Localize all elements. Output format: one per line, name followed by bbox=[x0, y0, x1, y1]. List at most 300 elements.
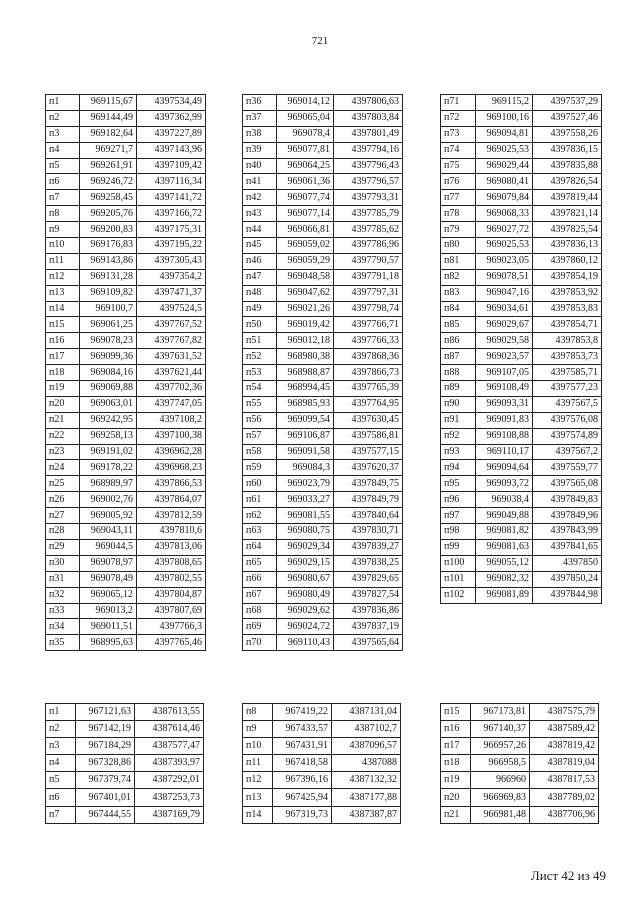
x-coordinate-cell: 969271,7 bbox=[80, 142, 137, 158]
x-coordinate-cell: 969029,67 bbox=[476, 317, 533, 333]
table-row bbox=[243, 603, 403, 619]
table-row bbox=[243, 381, 403, 397]
x-coordinate-cell: 969043,11 bbox=[80, 524, 137, 540]
table-row bbox=[46, 772, 204, 789]
x-coordinate-cell: 967379,74 bbox=[76, 772, 135, 789]
point-id-cell: п5 bbox=[46, 772, 76, 789]
x-coordinate-cell: 969021,26 bbox=[277, 301, 334, 317]
table-row bbox=[243, 508, 403, 524]
coordinates-table-1 bbox=[45, 94, 206, 651]
point-id-cell: п95 bbox=[441, 476, 476, 492]
table-row bbox=[46, 381, 206, 397]
table-row bbox=[46, 806, 204, 823]
table-row bbox=[243, 317, 403, 333]
point-id-cell: п23 bbox=[46, 444, 80, 460]
point-id-cell: п65 bbox=[243, 555, 277, 571]
y-coordinate-cell: 4396962,28 bbox=[137, 444, 206, 460]
point-id-cell: п70 bbox=[243, 635, 277, 651]
point-id-cell: п39 bbox=[243, 142, 277, 158]
table-row bbox=[441, 555, 602, 571]
y-coordinate-cell: 4397166,72 bbox=[137, 206, 206, 222]
point-id-cell: п2 bbox=[46, 110, 80, 126]
table-row bbox=[441, 587, 602, 603]
table-row bbox=[441, 365, 602, 381]
table-row bbox=[243, 444, 403, 460]
y-coordinate-cell: 4397840,64 bbox=[334, 508, 403, 524]
table-row bbox=[441, 428, 602, 444]
point-id-cell: п30 bbox=[46, 555, 80, 571]
x-coordinate-cell: 969078,97 bbox=[80, 555, 137, 571]
point-id-cell: п15 bbox=[441, 704, 471, 721]
x-coordinate-cell: 969258,45 bbox=[80, 190, 137, 206]
point-id-cell: п93 bbox=[441, 444, 476, 460]
point-id-cell: п63 bbox=[243, 524, 277, 540]
y-coordinate-cell: 4397812,59 bbox=[137, 508, 206, 524]
y-coordinate-cell: 4397567,5 bbox=[533, 396, 602, 412]
point-id-cell: п21 bbox=[441, 806, 471, 823]
table-row bbox=[243, 396, 403, 412]
x-coordinate-cell: 967418,58 bbox=[273, 755, 332, 772]
x-coordinate-cell: 969025,53 bbox=[476, 238, 533, 254]
x-coordinate-cell: 969242,95 bbox=[80, 412, 137, 428]
point-id-cell: п69 bbox=[243, 619, 277, 635]
x-coordinate-cell: 969091,83 bbox=[476, 412, 533, 428]
table-row bbox=[46, 571, 206, 587]
x-coordinate-cell: 969059,02 bbox=[277, 238, 334, 254]
point-id-cell: п59 bbox=[243, 460, 277, 476]
table-row bbox=[441, 142, 602, 158]
y-coordinate-cell: 4397850,24 bbox=[533, 571, 602, 587]
table-row bbox=[441, 269, 602, 285]
point-id-cell: п74 bbox=[441, 142, 476, 158]
point-id-cell: п53 bbox=[243, 365, 277, 381]
y-coordinate-cell: 4397559,77 bbox=[533, 460, 602, 476]
y-coordinate-cell: 4397826,54 bbox=[533, 174, 602, 190]
y-coordinate-cell: 4397791,18 bbox=[334, 269, 403, 285]
x-coordinate-cell: 967140,37 bbox=[471, 721, 530, 738]
x-coordinate-cell: 969069,88 bbox=[80, 381, 137, 397]
y-coordinate-cell: 4397836,86 bbox=[334, 603, 403, 619]
table-row bbox=[46, 301, 206, 317]
x-coordinate-cell: 969080,41 bbox=[476, 174, 533, 190]
point-id-cell: п98 bbox=[441, 524, 476, 540]
x-coordinate-cell: 969065,04 bbox=[277, 110, 334, 126]
x-coordinate-cell: 969084,16 bbox=[80, 365, 137, 381]
y-coordinate-cell: 4397141,72 bbox=[137, 190, 206, 206]
y-coordinate-cell: 4397362,99 bbox=[137, 110, 206, 126]
table-row bbox=[243, 110, 403, 126]
point-id-cell: п16 bbox=[441, 721, 471, 738]
x-coordinate-cell: 966969,83 bbox=[471, 789, 530, 806]
x-coordinate-cell: 966981,48 bbox=[471, 806, 530, 823]
x-coordinate-cell: 969059,29 bbox=[277, 253, 334, 269]
table-row bbox=[243, 571, 403, 587]
table-row bbox=[46, 158, 206, 174]
point-id-cell: п44 bbox=[243, 222, 277, 238]
x-coordinate-cell: 969110,17 bbox=[476, 444, 533, 460]
x-coordinate-cell: 967425,94 bbox=[273, 789, 332, 806]
point-id-cell: п21 bbox=[46, 412, 80, 428]
x-coordinate-cell: 968985,93 bbox=[277, 396, 334, 412]
x-coordinate-cell: 969023,57 bbox=[476, 349, 533, 365]
point-id-cell: п25 bbox=[46, 476, 80, 492]
table-row bbox=[441, 396, 602, 412]
table-row bbox=[243, 619, 403, 635]
y-coordinate-cell: 4397853,73 bbox=[533, 349, 602, 365]
y-coordinate-cell: 4387088 bbox=[332, 755, 401, 772]
y-coordinate-cell: 4397853,92 bbox=[533, 285, 602, 301]
table-row bbox=[46, 492, 206, 508]
table-row bbox=[243, 738, 401, 755]
point-id-cell: п7 bbox=[46, 806, 76, 823]
y-coordinate-cell: 4397837,19 bbox=[334, 619, 403, 635]
x-coordinate-cell: 969038,4 bbox=[476, 492, 533, 508]
y-coordinate-cell: 4397806,63 bbox=[334, 95, 403, 111]
table-row bbox=[243, 635, 403, 651]
point-id-cell: п15 bbox=[46, 317, 80, 333]
y-coordinate-cell: 4397767,52 bbox=[137, 317, 206, 333]
y-coordinate-cell: 4397860,12 bbox=[533, 253, 602, 269]
table-row bbox=[243, 190, 403, 206]
point-id-cell: п4 bbox=[46, 755, 76, 772]
point-id-cell: п6 bbox=[46, 789, 76, 806]
table-row bbox=[243, 539, 403, 555]
point-id-cell: п77 bbox=[441, 190, 476, 206]
table-row bbox=[243, 428, 403, 444]
point-id-cell: п37 bbox=[243, 110, 277, 126]
table-row bbox=[46, 635, 206, 651]
table-row bbox=[46, 603, 206, 619]
y-coordinate-cell: 4397844,98 bbox=[533, 587, 602, 603]
point-id-cell: п41 bbox=[243, 174, 277, 190]
y-coordinate-cell: 4397835,88 bbox=[533, 158, 602, 174]
point-id-cell: п13 bbox=[46, 285, 80, 301]
point-id-cell: п87 bbox=[441, 349, 476, 365]
y-coordinate-cell: 4397868,36 bbox=[334, 349, 403, 365]
point-id-cell: п24 bbox=[46, 460, 80, 476]
y-coordinate-cell: 4397175,31 bbox=[137, 222, 206, 238]
y-coordinate-cell: 4397849,75 bbox=[334, 476, 403, 492]
table-row bbox=[46, 349, 206, 365]
y-coordinate-cell: 4387292,01 bbox=[135, 772, 204, 789]
table-row bbox=[243, 126, 403, 142]
point-id-cell: п49 bbox=[243, 301, 277, 317]
x-coordinate-cell: 969014,12 bbox=[277, 95, 334, 111]
y-coordinate-cell: 4387393,97 bbox=[135, 755, 204, 772]
x-coordinate-cell: 969013,2 bbox=[80, 603, 137, 619]
y-coordinate-cell: 4397620,37 bbox=[334, 460, 403, 476]
table-row bbox=[243, 555, 403, 571]
point-id-cell: п67 bbox=[243, 587, 277, 603]
table-row bbox=[243, 222, 403, 238]
y-coordinate-cell: 4397864,07 bbox=[137, 492, 206, 508]
x-coordinate-cell: 969029,34 bbox=[277, 539, 334, 555]
x-coordinate-cell: 969078,51 bbox=[476, 269, 533, 285]
coordinates-table-2 bbox=[242, 94, 403, 651]
point-id-cell: п32 bbox=[46, 587, 80, 603]
x-coordinate-cell: 969099,54 bbox=[277, 412, 334, 428]
y-coordinate-cell: 4397524,5 bbox=[137, 301, 206, 317]
y-coordinate-cell: 4397807,69 bbox=[137, 603, 206, 619]
table-row bbox=[243, 301, 403, 317]
point-id-cell: п11 bbox=[46, 253, 80, 269]
y-coordinate-cell: 4387387,87 bbox=[332, 806, 401, 823]
x-coordinate-cell: 969093,31 bbox=[476, 396, 533, 412]
y-coordinate-cell: 4397866,73 bbox=[334, 365, 403, 381]
y-coordinate-cell: 4397836,13 bbox=[533, 238, 602, 254]
x-coordinate-cell: 966960 bbox=[471, 772, 530, 789]
y-coordinate-cell: 4397793,31 bbox=[334, 190, 403, 206]
point-id-cell: п79 bbox=[441, 222, 476, 238]
y-coordinate-cell: 4397797,31 bbox=[334, 285, 403, 301]
point-id-cell: п31 bbox=[46, 571, 80, 587]
y-coordinate-cell: 4387613,55 bbox=[135, 704, 204, 721]
point-id-cell: п26 bbox=[46, 492, 80, 508]
x-coordinate-cell: 969191,02 bbox=[80, 444, 137, 460]
point-id-cell: п80 bbox=[441, 238, 476, 254]
x-coordinate-cell: 969099,36 bbox=[80, 349, 137, 365]
table-row bbox=[441, 460, 602, 476]
y-coordinate-cell: 4397534,49 bbox=[137, 95, 206, 111]
point-id-cell: п17 bbox=[46, 349, 80, 365]
y-coordinate-cell: 4397827,54 bbox=[334, 587, 403, 603]
y-coordinate-cell: 4397471,37 bbox=[137, 285, 206, 301]
x-coordinate-cell: 966958,5 bbox=[471, 755, 530, 772]
x-coordinate-cell: 969029,15 bbox=[277, 555, 334, 571]
y-coordinate-cell: 4387253,73 bbox=[135, 789, 204, 806]
y-coordinate-cell: 4387614,46 bbox=[135, 721, 204, 738]
point-id-cell: п8 bbox=[46, 206, 80, 222]
x-coordinate-cell: 969246,72 bbox=[80, 174, 137, 190]
table-row bbox=[46, 365, 206, 381]
y-coordinate-cell: 4387819,04 bbox=[530, 755, 599, 772]
x-coordinate-cell: 969091,58 bbox=[277, 444, 334, 460]
point-id-cell: п18 bbox=[441, 755, 471, 772]
y-coordinate-cell: 4387575,79 bbox=[530, 704, 599, 721]
point-id-cell: п33 bbox=[46, 603, 80, 619]
table-row bbox=[243, 806, 401, 823]
table-row bbox=[46, 428, 206, 444]
y-coordinate-cell: 4397839,27 bbox=[334, 539, 403, 555]
table-row bbox=[243, 460, 403, 476]
table-row bbox=[46, 508, 206, 524]
x-coordinate-cell: 969061,25 bbox=[80, 317, 137, 333]
x-coordinate-cell: 967419,22 bbox=[273, 704, 332, 721]
point-id-cell: п20 bbox=[46, 396, 80, 412]
table-row bbox=[243, 524, 403, 540]
x-coordinate-cell: 969182,64 bbox=[80, 126, 137, 142]
point-id-cell: п10 bbox=[243, 738, 273, 755]
y-coordinate-cell: 4397116,34 bbox=[137, 174, 206, 190]
x-coordinate-cell: 968989,97 bbox=[80, 476, 137, 492]
x-coordinate-cell: 969093,72 bbox=[476, 476, 533, 492]
x-coordinate-cell: 969029,44 bbox=[476, 158, 533, 174]
table-row bbox=[46, 704, 204, 721]
point-id-cell: п43 bbox=[243, 206, 277, 222]
point-id-cell: п19 bbox=[46, 381, 80, 397]
y-coordinate-cell: 4397796,43 bbox=[334, 158, 403, 174]
x-coordinate-cell: 969094,81 bbox=[476, 126, 533, 142]
table-row bbox=[46, 721, 204, 738]
table-row bbox=[441, 508, 602, 524]
point-id-cell: п84 bbox=[441, 301, 476, 317]
table-row bbox=[243, 285, 403, 301]
x-coordinate-cell: 967142,19 bbox=[76, 721, 135, 738]
x-coordinate-cell: 969047,16 bbox=[476, 285, 533, 301]
y-coordinate-cell: 4397786,96 bbox=[334, 238, 403, 254]
y-coordinate-cell: 4397765,39 bbox=[334, 381, 403, 397]
y-coordinate-cell: 4397853,83 bbox=[533, 301, 602, 317]
point-id-cell: п7 bbox=[46, 190, 80, 206]
point-id-cell: п29 bbox=[46, 539, 80, 555]
x-coordinate-cell: 969082,32 bbox=[476, 571, 533, 587]
point-id-cell: п97 bbox=[441, 508, 476, 524]
table-row bbox=[243, 755, 401, 772]
x-coordinate-cell: 969110,43 bbox=[277, 635, 334, 651]
y-coordinate-cell: 4387589,42 bbox=[530, 721, 599, 738]
table-row bbox=[441, 772, 599, 789]
table-row bbox=[441, 301, 602, 317]
table-row bbox=[46, 110, 206, 126]
y-coordinate-cell: 4397850 bbox=[533, 555, 602, 571]
y-coordinate-cell: 4397354,2 bbox=[137, 269, 206, 285]
point-id-cell: п73 bbox=[441, 126, 476, 142]
x-coordinate-cell: 969029,62 bbox=[277, 603, 334, 619]
x-coordinate-cell: 969019,42 bbox=[277, 317, 334, 333]
table-row bbox=[243, 333, 403, 349]
point-id-cell: п78 bbox=[441, 206, 476, 222]
table-row bbox=[441, 333, 602, 349]
x-coordinate-cell: 969205,76 bbox=[80, 206, 137, 222]
table-row bbox=[441, 206, 602, 222]
y-coordinate-cell: 4397854,19 bbox=[533, 269, 602, 285]
coordinates-table-5 bbox=[242, 703, 401, 824]
y-coordinate-cell: 4397565,08 bbox=[533, 476, 602, 492]
table-row bbox=[46, 587, 206, 603]
x-coordinate-cell: 969012,18 bbox=[277, 333, 334, 349]
table-row bbox=[243, 269, 403, 285]
x-coordinate-cell: 969064,25 bbox=[277, 158, 334, 174]
coordinates-table-6 bbox=[440, 703, 599, 824]
x-coordinate-cell: 969066,81 bbox=[277, 222, 334, 238]
x-coordinate-cell: 969131,28 bbox=[80, 269, 137, 285]
x-coordinate-cell: 968988,87 bbox=[277, 365, 334, 381]
point-id-cell: п86 bbox=[441, 333, 476, 349]
x-coordinate-cell: 968980,38 bbox=[277, 349, 334, 365]
table-row bbox=[243, 704, 401, 721]
table-row bbox=[46, 412, 206, 428]
table-row bbox=[441, 126, 602, 142]
table-row bbox=[46, 524, 206, 540]
x-coordinate-cell: 969055,12 bbox=[476, 555, 533, 571]
table-row bbox=[243, 492, 403, 508]
y-coordinate-cell: 4396968,23 bbox=[137, 460, 206, 476]
y-coordinate-cell: 4397747,05 bbox=[137, 396, 206, 412]
y-coordinate-cell: 4397802,55 bbox=[137, 571, 206, 587]
point-id-cell: п52 bbox=[243, 349, 277, 365]
point-id-cell: п22 bbox=[46, 428, 80, 444]
point-id-cell: п54 bbox=[243, 381, 277, 397]
point-id-cell: п101 bbox=[441, 571, 476, 587]
point-id-cell: п38 bbox=[243, 126, 277, 142]
table-row bbox=[441, 253, 602, 269]
x-coordinate-cell: 969005,92 bbox=[80, 508, 137, 524]
y-coordinate-cell: 4397537,29 bbox=[533, 95, 602, 111]
y-coordinate-cell: 4397527,46 bbox=[533, 110, 602, 126]
y-coordinate-cell: 4397577,15 bbox=[334, 444, 403, 460]
y-coordinate-cell: 4387177,88 bbox=[332, 789, 401, 806]
x-coordinate-cell: 969049,88 bbox=[476, 508, 533, 524]
y-coordinate-cell: 4397702,36 bbox=[137, 381, 206, 397]
y-coordinate-cell: 4397819,44 bbox=[533, 190, 602, 206]
point-id-cell: п14 bbox=[243, 806, 273, 823]
point-id-cell: п1 bbox=[46, 704, 76, 721]
y-coordinate-cell: 4397843,99 bbox=[533, 524, 602, 540]
point-id-cell: п72 bbox=[441, 110, 476, 126]
point-id-cell: п92 bbox=[441, 428, 476, 444]
point-id-cell: п35 bbox=[46, 635, 80, 651]
table-row bbox=[441, 738, 599, 755]
table-row bbox=[243, 365, 403, 381]
table-row bbox=[441, 349, 602, 365]
x-coordinate-cell: 969077,14 bbox=[277, 206, 334, 222]
y-coordinate-cell: 4397825,54 bbox=[533, 222, 602, 238]
y-coordinate-cell: 4397866,53 bbox=[137, 476, 206, 492]
table-row bbox=[243, 772, 401, 789]
table-row bbox=[243, 476, 403, 492]
y-coordinate-cell: 4397849,79 bbox=[334, 492, 403, 508]
x-coordinate-cell: 969094,64 bbox=[476, 460, 533, 476]
y-coordinate-cell: 4397790,57 bbox=[334, 253, 403, 269]
point-id-cell: п66 bbox=[243, 571, 277, 587]
y-coordinate-cell: 4397767,82 bbox=[137, 333, 206, 349]
y-coordinate-cell: 4387706,96 bbox=[530, 806, 599, 823]
point-id-cell: п2 bbox=[46, 721, 76, 738]
y-coordinate-cell: 4397565,64 bbox=[334, 635, 403, 651]
point-id-cell: п14 bbox=[46, 301, 80, 317]
x-coordinate-cell: 967444,55 bbox=[76, 806, 135, 823]
y-coordinate-cell: 4397801,49 bbox=[334, 126, 403, 142]
table-row bbox=[243, 206, 403, 222]
x-coordinate-cell: 969080,75 bbox=[277, 524, 334, 540]
y-coordinate-cell: 4397577,23 bbox=[533, 381, 602, 397]
x-coordinate-cell: 969068,33 bbox=[476, 206, 533, 222]
y-coordinate-cell: 4397794,16 bbox=[334, 142, 403, 158]
table-row bbox=[46, 317, 206, 333]
y-coordinate-cell: 4397567,2 bbox=[533, 444, 602, 460]
table-row bbox=[243, 158, 403, 174]
table-row bbox=[46, 206, 206, 222]
y-coordinate-cell: 4387096,57 bbox=[332, 738, 401, 755]
x-coordinate-cell: 969078,23 bbox=[80, 333, 137, 349]
x-coordinate-cell: 968994,45 bbox=[277, 381, 334, 397]
x-coordinate-cell: 968995,63 bbox=[80, 635, 137, 651]
point-id-cell: п102 bbox=[441, 587, 476, 603]
x-coordinate-cell: 969079,84 bbox=[476, 190, 533, 206]
point-id-cell: п100 bbox=[441, 555, 476, 571]
x-coordinate-cell: 969034,61 bbox=[476, 301, 533, 317]
x-coordinate-cell: 967433,57 bbox=[273, 721, 332, 738]
table-row bbox=[46, 238, 206, 254]
table-row bbox=[46, 619, 206, 635]
table-row bbox=[441, 238, 602, 254]
y-coordinate-cell: 4397803,84 bbox=[334, 110, 403, 126]
y-coordinate-cell: 4397808,65 bbox=[137, 555, 206, 571]
x-coordinate-cell: 967328,86 bbox=[76, 755, 135, 772]
x-coordinate-cell: 969044,5 bbox=[80, 539, 137, 555]
point-id-cell: п55 bbox=[243, 396, 277, 412]
y-coordinate-cell: 4387132,32 bbox=[332, 772, 401, 789]
